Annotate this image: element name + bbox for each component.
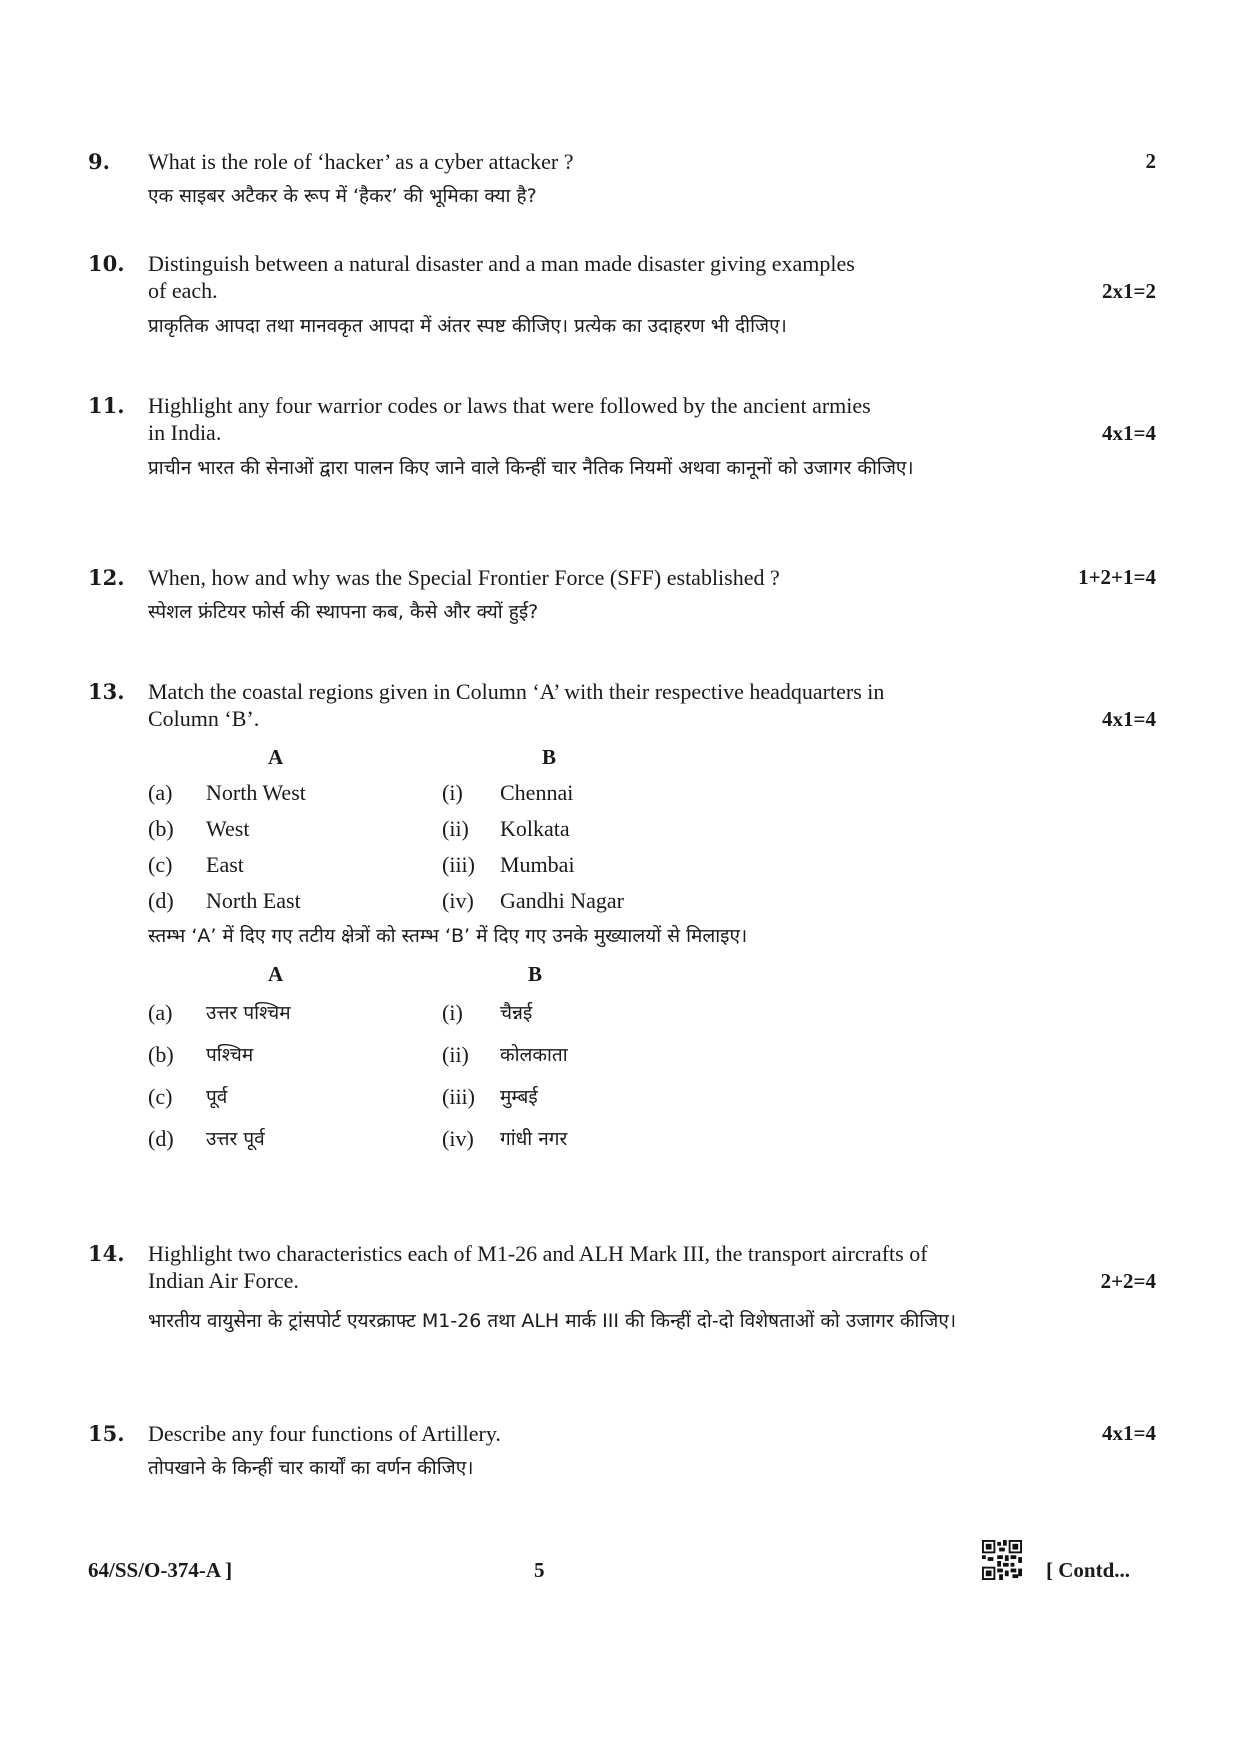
column-b-item: कोलकाता <box>500 1044 568 1066</box>
column-b-item: Chennai <box>500 780 574 805</box>
match-row <box>148 992 1156 1034</box>
question-body <box>148 250 1156 340</box>
row-roman: (ii) <box>442 816 469 841</box>
column-a-item: उत्तर पश्चिम <box>206 1002 291 1024</box>
question-text-en-line2: Indian Air Force. <box>148 1268 299 1293</box>
question-10 <box>88 250 1156 350</box>
question-body <box>148 1420 1156 1482</box>
question-marks: 4x1=4 <box>1102 421 1156 445</box>
question-text-en-line1: Distinguish between a natural disaster and a man made disaster giving examples <box>148 251 855 276</box>
column-a-item: North West <box>206 780 306 805</box>
question-text-en: What is the role of ‘hacker’ as a cyber attacker ? <box>148 149 574 174</box>
match-row <box>148 883 1156 919</box>
match-row <box>148 1034 1156 1076</box>
column-a-item: उत्तर पूर्व <box>206 1128 265 1150</box>
question-text-hi: प्राचीन भारत की सेनाओं द्वारा पालन किए जाने वाले किन्हीं चार नैतिक नियमों अथवा कानूनों को उजागर कीजिए। <box>148 457 914 479</box>
question-text-hi: प्राकृतिक आपदा तथा मानवकृत आपदा में अंतर स्पष्ट कीजिए। प्रत्येक का उदाहरण भी दीजिए। <box>148 315 787 337</box>
question-text-hi: भारतीय वायुसेना के ट्रांसपोर्ट एयरक्राफ्ट M1-26 तथा ALH मार्क III की किन्हीं दो-दो विशेषताओं को उजागर कीजिए। <box>148 1310 957 1332</box>
row-roman: (i) <box>442 1000 463 1025</box>
qr-code-icon <box>982 1540 1022 1580</box>
row-label: (a) <box>148 1000 173 1025</box>
question-text-en-line1: Highlight two characteristics each of M1-26 and ALH Mark III, the transport aircrafts of <box>148 1241 928 1266</box>
question-marks: 4x1=4 <box>1102 707 1156 731</box>
question-text-en-line2: in India. <box>148 420 222 445</box>
question-marks: 2+2=4 <box>1100 1269 1156 1293</box>
question-body <box>148 1240 1156 1339</box>
question-text-hi: तोपखाने के किन्हीं चार कार्यों का वर्णन कीजिए। <box>148 1457 474 1479</box>
column-a-item: पश्चिम <box>206 1044 254 1066</box>
match-header <box>148 956 1156 992</box>
question-9 <box>88 148 1156 218</box>
match-row <box>148 811 1156 847</box>
question-text-hi: एक साइबर अटैकर के रूप में ‘हैकर’ की भूमिका क्या है? <box>148 185 537 207</box>
column-b-item: Mumbai <box>500 852 575 877</box>
question-number: 11. <box>88 393 125 418</box>
question-marks: 2x1=2 <box>1102 279 1156 303</box>
row-label: (b) <box>148 1042 174 1067</box>
row-label: (c) <box>148 852 173 877</box>
question-body <box>148 564 1156 626</box>
row-roman: (iv) <box>442 1126 474 1151</box>
question-11 <box>88 392 1156 492</box>
question-12 <box>88 564 1156 634</box>
row-label: (d) <box>148 1126 174 1151</box>
column-b-item: चैन्नई <box>500 1002 533 1024</box>
question-marks: 2 <box>1145 149 1156 173</box>
column-a-item: North East <box>206 888 301 913</box>
match-table-en <box>148 739 1156 919</box>
row-roman: (ii) <box>442 1042 469 1067</box>
column-a-heading: A <box>268 745 284 769</box>
column-b-item: मुम्बई <box>500 1086 538 1108</box>
question-number: 15. <box>88 1421 125 1446</box>
row-label: (c) <box>148 1084 173 1109</box>
column-b-item: Gandhi Nagar <box>500 888 625 913</box>
question-number: 9. <box>88 149 110 174</box>
question-text-en-line2: Column ‘B’. <box>148 706 260 731</box>
row-roman: (i) <box>442 780 463 805</box>
match-header <box>148 739 1156 775</box>
question-marks: 4x1=4 <box>1102 1421 1156 1445</box>
question-number: 10. <box>88 251 125 276</box>
question-body <box>148 392 1156 482</box>
continued-label: [ Contd... <box>1046 1558 1131 1582</box>
question-marks: 1+2+1=4 <box>1078 565 1156 589</box>
question-body <box>148 678 1156 1160</box>
question-text-en-line1: Match the coastal regions given in Column ‘A’ with their respective headquarters in <box>148 679 885 704</box>
paper-code: 64/SS/O-374-A ] <box>88 1558 233 1582</box>
row-roman: (iv) <box>442 888 474 913</box>
match-row <box>148 1118 1156 1160</box>
column-a-item: East <box>206 852 244 877</box>
row-label: (b) <box>148 816 174 841</box>
question-text-hi: स्तम्भ ‘A’ में दिए गए तटीय क्षेत्रों को स्तम्भ ‘B’ में दिए गए उनके मुख्यालयों से मिलाइए। <box>148 925 748 947</box>
question-text-en: Describe any four functions of Artillery. <box>148 1421 501 1446</box>
question-text-en: When, how and why was the Special Frontier Force (SFF) established ? <box>148 565 780 590</box>
match-row <box>148 1076 1156 1118</box>
question-number: 12. <box>88 565 125 590</box>
question-number: 14. <box>88 1241 125 1266</box>
question-13 <box>88 678 1156 1198</box>
question-text-en-line1: Highlight any four warrior codes or laws that were followed by the ancient armies <box>148 393 871 418</box>
question-15 <box>88 1420 1156 1490</box>
match-row <box>148 847 1156 883</box>
column-a-item: West <box>206 816 250 841</box>
column-b-heading: B <box>528 962 543 986</box>
row-label: (d) <box>148 888 174 913</box>
question-body <box>148 148 1156 210</box>
column-a-item: पूर्व <box>206 1086 228 1108</box>
row-label: (a) <box>148 780 173 805</box>
match-row <box>148 775 1156 811</box>
column-b-item: Kolkata <box>500 816 570 841</box>
question-text-en-line2: of each. <box>148 278 218 303</box>
page-number: 5 <box>534 1558 545 1582</box>
row-roman: (iii) <box>442 852 475 877</box>
column-b-heading: B <box>542 745 557 769</box>
question-text-hi: स्पेशल फ्रंटियर फोर्स की स्थापना कब, कैसे और क्यों हुई? <box>148 601 539 623</box>
match-table-hi <box>148 956 1156 1160</box>
column-b-item: गांधी नगर <box>500 1128 568 1150</box>
question-number: 13. <box>88 679 125 704</box>
row-roman: (iii) <box>442 1084 475 1109</box>
column-a-heading: A <box>268 962 284 986</box>
question-14 <box>88 1240 1156 1370</box>
